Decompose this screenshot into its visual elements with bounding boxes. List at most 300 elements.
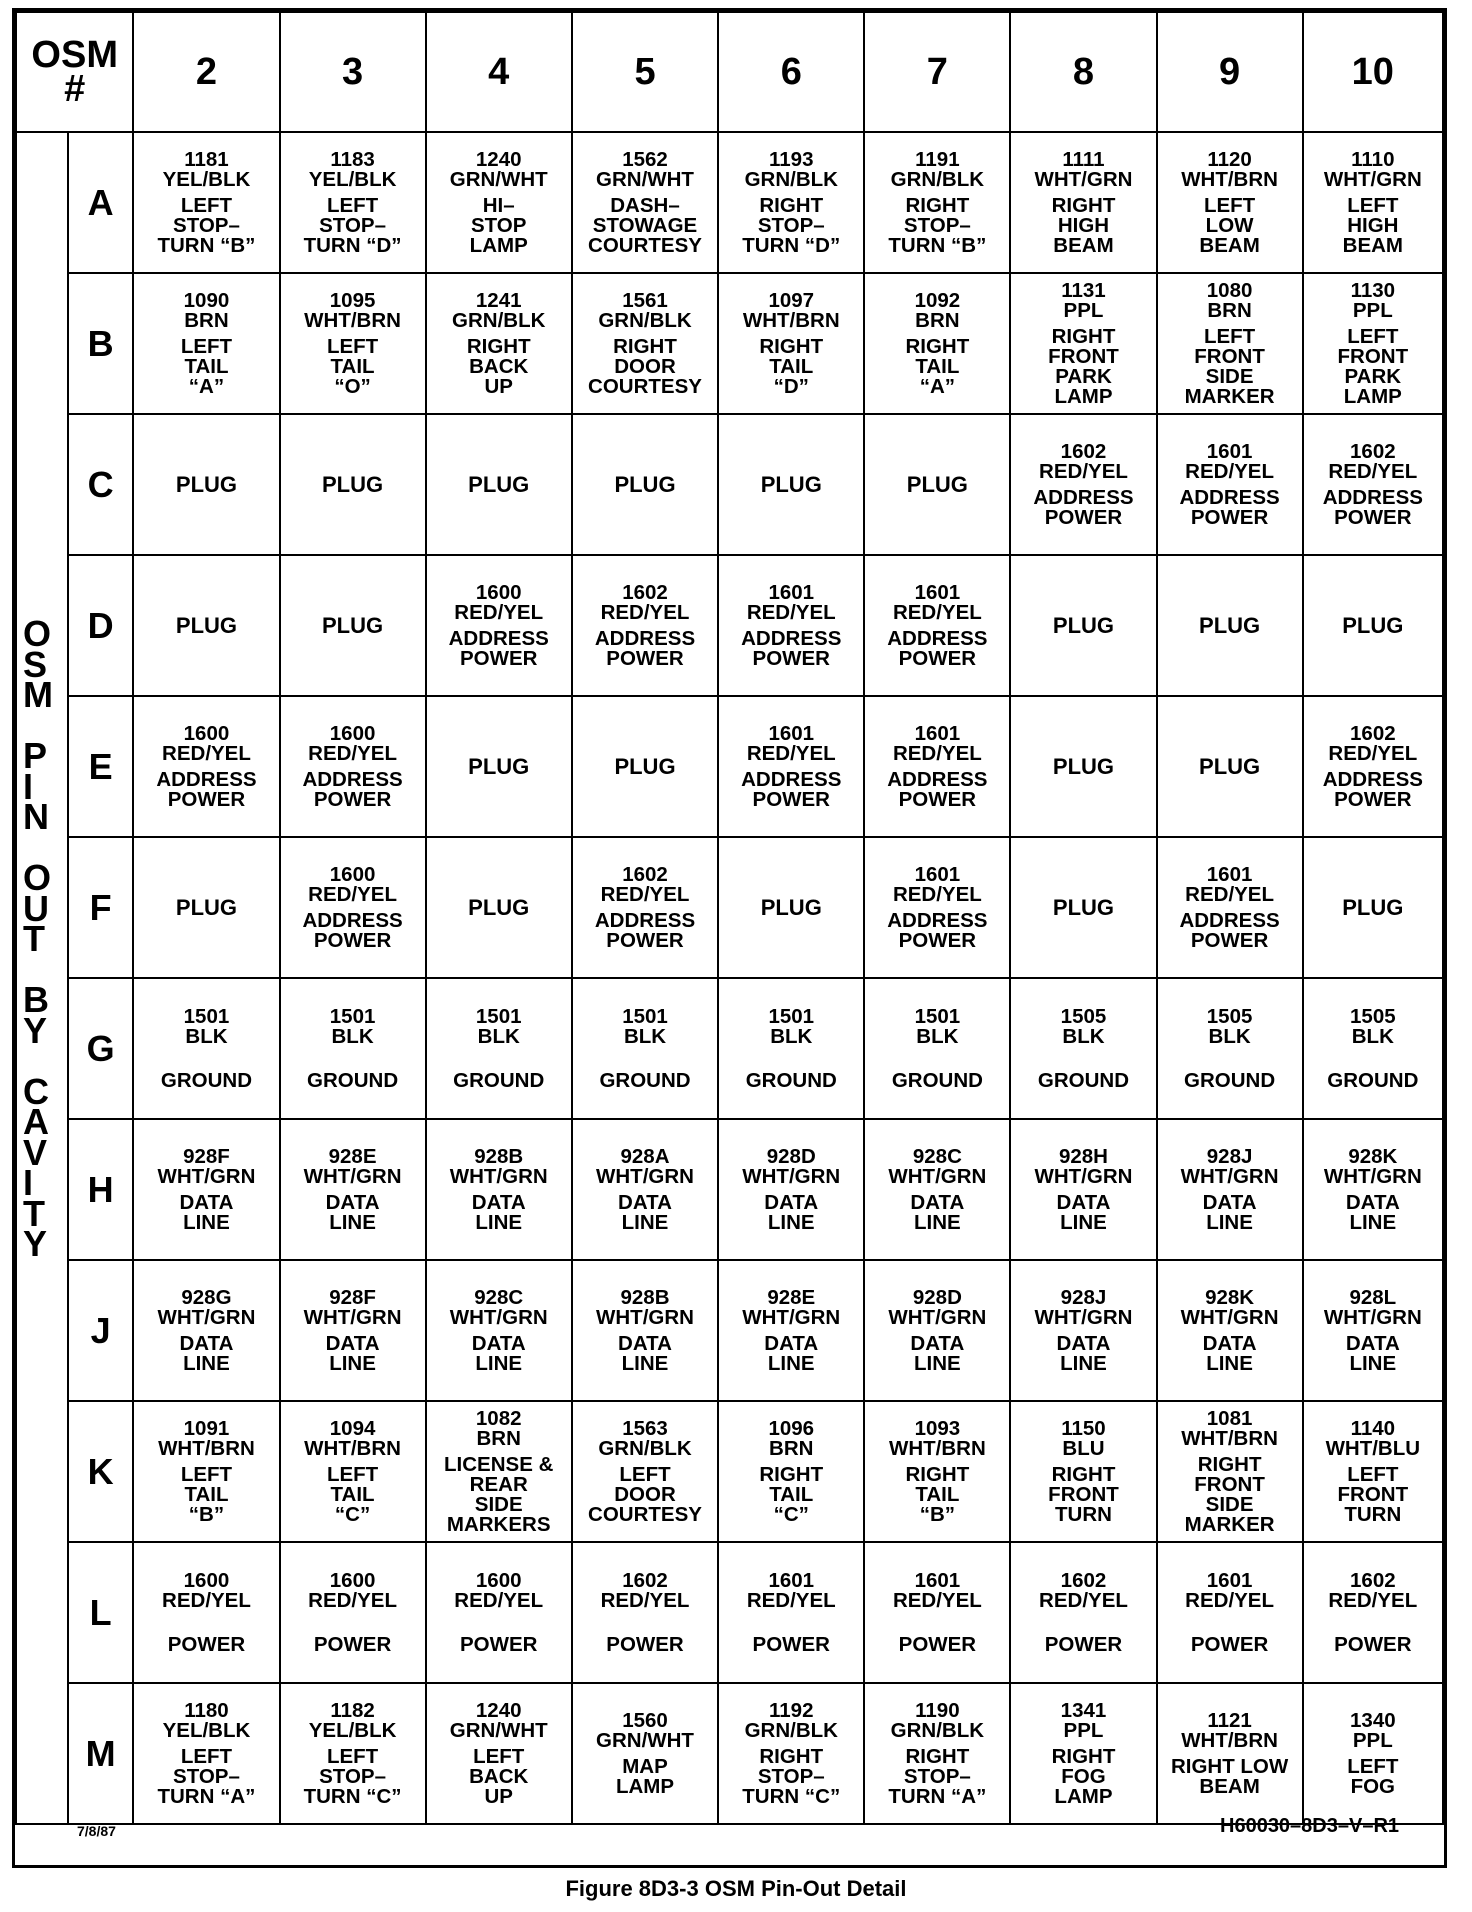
pin-cell — [1303, 837, 1443, 978]
wire-color: GRN/BLK — [598, 1436, 692, 1460]
pin-cell — [718, 1260, 864, 1401]
cavity-label: J — [68, 1260, 134, 1401]
circuit-number: 1601 — [768, 721, 815, 745]
circuit-description: DATA LINE — [179, 1331, 234, 1375]
wire-color: GRN/BLK — [598, 308, 692, 332]
pin-cell — [1157, 132, 1303, 273]
column-header: 5 — [572, 12, 718, 132]
osm-number-header — [16, 12, 133, 132]
pin-cell — [572, 1683, 718, 1824]
circuit-description: LEFT LOW BEAM — [1199, 193, 1260, 257]
cavity-label: D — [68, 555, 134, 696]
pin-cell — [864, 1401, 1010, 1542]
circuit-description: LEFT DOOR COURTESY — [588, 1462, 702, 1526]
circuit-number: 928B — [620, 1285, 670, 1309]
circuit-description: ADDRESS POWER — [887, 626, 988, 670]
cavity-row-c — [16, 414, 1443, 555]
circuit-number: 1082 — [475, 1406, 522, 1430]
pin-cell — [718, 273, 864, 414]
pin-cell — [718, 1683, 864, 1824]
wire-color: RED/YEL — [162, 741, 251, 765]
circuit-number: 928B — [474, 1144, 524, 1168]
circuit-description: POWER — [167, 1632, 246, 1656]
drawing-reference: H60030–8D3–V–R1 — [1220, 1815, 1400, 1837]
cavity-label: M — [68, 1683, 134, 1824]
wire-color: WHT/GRN — [157, 1305, 256, 1329]
plug-label: PLUG — [760, 471, 822, 497]
circuit-description: LEFT FRONT SIDE MARKER — [1184, 324, 1275, 408]
circuit-description: DATA LINE — [1202, 1331, 1257, 1375]
pin-cell — [1157, 273, 1303, 414]
circuit-description: LEFT BACK UP — [469, 1744, 529, 1808]
wire-color: YEL/BLK — [162, 167, 251, 191]
pin-cell — [426, 1542, 572, 1683]
circuit-number: 1600 — [329, 721, 376, 745]
wire-color: RED/YEL — [600, 1588, 690, 1612]
circuit-description: RIGHT TAIL “D” — [759, 334, 824, 398]
pin-cell — [133, 696, 279, 837]
plug-label: PLUG — [760, 894, 822, 920]
side-label-letter: C — [23, 1070, 49, 1112]
figure-caption: Figure 8D3-3 OSM Pin-Out Detail — [565, 1876, 907, 1901]
circuit-description: ADDRESS POWER — [1322, 767, 1423, 811]
wire-color: WHT/GRN — [1034, 1164, 1133, 1188]
circuit-description: ADDRESS POWER — [887, 908, 988, 952]
pin-cell — [1010, 1683, 1156, 1824]
pin-cell — [133, 1683, 279, 1824]
pinout-sheet — [12, 8, 1447, 1868]
wire-color: YEL/BLK — [162, 1718, 251, 1742]
circuit-description: GROUND — [160, 1068, 253, 1092]
pin-cell — [1157, 1542, 1303, 1683]
wire-color: RED/YEL — [892, 741, 982, 765]
wire-color: WHT/GRN — [596, 1164, 694, 1188]
pin-cell — [426, 978, 572, 1119]
circuit-description: RIGHT STOP– TURN “D” — [742, 193, 841, 257]
wire-color: PPL — [1063, 1718, 1104, 1742]
circuit-number: 1193 — [769, 147, 814, 171]
cavity-row-k — [16, 1401, 1443, 1542]
circuit-description: GROUND — [1327, 1068, 1419, 1092]
column-header: 4 — [426, 12, 572, 132]
wire-color: WHT/GRN — [888, 1164, 987, 1188]
wire-color: RED/YEL — [1328, 741, 1418, 765]
circuit-number: 1501 — [183, 1004, 230, 1028]
circuit-description: POWER — [459, 1632, 538, 1656]
wire-color: WHT/GRN — [449, 1164, 548, 1188]
plug-label: PLUG — [175, 894, 238, 920]
pin-cell — [1010, 1119, 1156, 1260]
circuit-number: 1240 — [475, 147, 522, 171]
pin-cell — [280, 837, 426, 978]
circuit-number: 1182 — [330, 1698, 375, 1722]
circuit-number: 1131 — [1061, 278, 1106, 302]
pin-cell — [1303, 273, 1443, 414]
circuit-number: 1121 — [1207, 1708, 1252, 1732]
pin-cell — [718, 555, 864, 696]
pin-cell — [1303, 132, 1443, 273]
wire-color: WHT/GRN — [449, 1305, 548, 1329]
wire-color: RED/YEL — [1039, 1588, 1128, 1612]
cavity-row-b — [16, 273, 1443, 414]
circuit-number: 928F — [329, 1285, 376, 1309]
pin-cell — [1303, 1260, 1443, 1401]
column-header: 2 — [133, 12, 279, 132]
pin-cell — [1303, 1683, 1443, 1824]
wire-color: WHT/GRN — [742, 1164, 841, 1188]
circuit-description: GROUND — [745, 1068, 837, 1092]
wire-color: WHT/GRN — [1034, 1305, 1133, 1329]
wire-color: WHT/BRN — [304, 1436, 401, 1460]
wire-color: RED/YEL — [1328, 459, 1418, 483]
circuit-number: 928F — [183, 1144, 230, 1168]
pin-cell — [1157, 1260, 1303, 1401]
circuit-number: 1192 — [769, 1698, 814, 1722]
side-label-letter: O — [23, 613, 52, 654]
cavity-label: H — [68, 1119, 134, 1260]
wire-color: WHT/GRN — [1180, 1164, 1279, 1188]
circuit-number: 1081 — [1206, 1406, 1253, 1430]
pin-cell — [1010, 273, 1156, 414]
pin-cell — [1157, 1119, 1303, 1260]
circuit-description: DASH– STOWAGE COURTESY — [588, 193, 702, 257]
cavity-row-m — [16, 1683, 1443, 1824]
wire-color: WHT/BRN — [304, 308, 401, 332]
pin-cell — [864, 837, 1010, 978]
circuit-number: 928L — [1349, 1285, 1397, 1309]
circuit-number: 928H — [1058, 1144, 1108, 1168]
circuit-number: 1181 — [184, 147, 229, 171]
circuit-number: 928A — [620, 1144, 670, 1168]
circuit-description: LEFT STOP– TURN “A” — [157, 1744, 256, 1808]
wire-color: WHT/GRN — [742, 1305, 841, 1329]
circuit-description: GROUND — [453, 1068, 545, 1092]
pin-cell — [864, 978, 1010, 1119]
circuit-description: ADDRESS POWER — [156, 767, 257, 811]
circuit-number: 1150 — [1061, 1416, 1106, 1440]
circuit-number: 1080 — [1206, 278, 1253, 302]
circuit-description: RIGHT STOP– TURN “A” — [888, 1744, 987, 1808]
pin-cell — [280, 1260, 426, 1401]
pin-cell — [718, 1119, 864, 1260]
circuit-number: 1561 — [622, 288, 668, 312]
circuit-number: 1097 — [768, 288, 815, 312]
circuit-description: HI– STOP LAMP — [469, 193, 528, 257]
wire-color: GRN/WHT — [596, 1728, 694, 1752]
wire-color: WHT/GRN — [157, 1164, 256, 1188]
plug-label: PLUG — [614, 471, 676, 497]
circuit-number: 928D — [912, 1285, 962, 1309]
osm-label: OSM — [31, 34, 118, 76]
pin-cell — [426, 837, 572, 978]
circuit-description: DATA LINE — [325, 1331, 380, 1375]
wire-color: RED/YEL — [308, 741, 397, 765]
circuit-description: LEFT TAIL “A” — [180, 334, 233, 398]
osm-pinout-table — [15, 11, 1444, 1825]
pin-cell — [572, 1401, 718, 1542]
wire-color: BLK — [623, 1024, 667, 1048]
circuit-description: DATA LINE — [1056, 1331, 1111, 1375]
pin-cell — [1010, 414, 1156, 555]
pin-cell — [864, 414, 1010, 555]
column-header: 7 — [864, 12, 1010, 132]
plug-label: PLUG — [468, 471, 530, 497]
circuit-description: GROUND — [1037, 1068, 1130, 1092]
wire-color: YEL/BLK — [308, 167, 397, 191]
pin-cell — [133, 978, 279, 1119]
pin-cell — [426, 696, 572, 837]
circuit-number: 1501 — [622, 1004, 668, 1028]
header-row — [16, 12, 1443, 132]
pin-cell — [1010, 696, 1156, 837]
pin-cell — [426, 1401, 572, 1542]
circuit-number: 1094 — [329, 1416, 376, 1440]
column-header: 3 — [280, 12, 426, 132]
pin-cell — [133, 555, 279, 696]
circuit-description: POWER — [1044, 1632, 1123, 1656]
wire-color: BLK — [916, 1024, 959, 1048]
wire-color: BRN — [1207, 298, 1252, 322]
circuit-number: 1601 — [1206, 1568, 1253, 1592]
circuit-number: 1090 — [183, 288, 230, 312]
pin-cell — [280, 1542, 426, 1683]
circuit-number: 1505 — [1060, 1004, 1107, 1028]
wire-color: BRN — [476, 1426, 521, 1450]
circuit-number: 1341 — [1060, 1698, 1107, 1722]
column-header: 9 — [1157, 12, 1303, 132]
circuit-number: 1602 — [1350, 1568, 1396, 1592]
plug-label: PLUG — [175, 471, 238, 497]
circuit-description: RIGHT FRONT PARK LAMP — [1048, 324, 1119, 408]
pin-cell — [280, 1401, 426, 1542]
pin-cell — [1010, 1542, 1156, 1683]
circuit-description: ADDRESS POWER — [594, 626, 696, 670]
circuit-number: 1240 — [475, 1698, 522, 1722]
circuit-number: 1600 — [329, 862, 376, 886]
wire-color: WHT/BRN — [742, 308, 840, 332]
plug-label: PLUG — [1342, 894, 1404, 920]
circuit-number: 1602 — [1060, 1568, 1107, 1592]
circuit-description: DATA LINE — [1345, 1331, 1400, 1375]
circuit-number: 928E — [767, 1285, 816, 1309]
circuit-description: GROUND — [307, 1068, 399, 1092]
pin-cell — [426, 555, 572, 696]
pin-cell — [572, 696, 718, 837]
pin-cell — [1157, 1401, 1303, 1542]
circuit-number: 1110 — [1351, 147, 1395, 171]
side-label-letter: M — [23, 674, 53, 715]
circuit-description: RIGHT LOW BEAM — [1170, 1754, 1289, 1798]
circuit-description: LICENSE & REAR SIDE MARKERS — [444, 1452, 554, 1536]
wire-color: BLK — [1208, 1024, 1251, 1048]
cavity-label: K — [68, 1401, 134, 1542]
pin-cell — [1010, 1260, 1156, 1401]
wire-color: WHT/BRN — [158, 1436, 255, 1460]
wire-color: BRN — [184, 308, 229, 332]
side-label-letter: O — [23, 857, 52, 898]
pin-cell — [572, 1542, 718, 1683]
circuit-number: 1241 — [475, 288, 522, 312]
wire-color: RED/YEL — [746, 741, 836, 765]
column-header: 8 — [1010, 12, 1156, 132]
wire-color: GRN/WHT — [596, 167, 694, 191]
circuit-description: DATA LINE — [471, 1190, 526, 1234]
wire-color: WHT/GRN — [303, 1164, 402, 1188]
wire-color: WHT/BRN — [1181, 167, 1278, 191]
pin-cell — [280, 1683, 426, 1824]
date-stamp: 7/8/87 — [77, 1823, 116, 1839]
circuit-number: 1602 — [1350, 721, 1396, 745]
pin-cell — [280, 1119, 426, 1260]
side-label-letter: T — [23, 918, 45, 959]
pin-cell — [280, 555, 426, 696]
osm-pin-out-by-cavity-label — [16, 132, 68, 1824]
wire-color: BLU — [1062, 1436, 1105, 1460]
circuit-number: 1600 — [329, 1568, 376, 1592]
circuit-number: 1092 — [914, 288, 961, 312]
circuit-description: RIGHT TAIL “C” — [759, 1462, 824, 1526]
wire-color: WHT/GRN — [1323, 1305, 1422, 1329]
circuit-description: ADDRESS POWER — [741, 767, 842, 811]
wire-color: PPL — [1063, 298, 1104, 322]
pin-cell — [718, 414, 864, 555]
pin-cell — [572, 837, 718, 978]
circuit-number: 1095 — [329, 288, 376, 312]
circuit-number: 1140 — [1350, 1416, 1396, 1440]
pin-cell — [864, 1542, 1010, 1683]
wire-color: RED/YEL — [600, 600, 690, 624]
pin-cell — [426, 414, 572, 555]
circuit-description: DATA LINE — [325, 1190, 380, 1234]
circuit-description: POWER — [1334, 1632, 1412, 1656]
circuit-description: LEFT FRONT PARK LAMP — [1337, 324, 1409, 408]
plug-label: PLUG — [1052, 894, 1115, 920]
plug-label: PLUG — [1052, 753, 1115, 779]
circuit-number: 1111 — [1062, 147, 1105, 171]
wire-color: PPL — [1352, 1728, 1393, 1752]
circuit-description: RIGHT DOOR COURTESY — [588, 334, 702, 398]
circuit-number: 1091 — [183, 1416, 230, 1440]
pin-cell — [864, 1260, 1010, 1401]
circuit-number: 1600 — [475, 580, 522, 604]
circuit-number: 1120 — [1207, 147, 1252, 171]
pin-cell — [718, 978, 864, 1119]
pin-cell — [1303, 414, 1443, 555]
wire-color: RED/YEL — [600, 882, 690, 906]
circuit-number: 1602 — [1060, 439, 1107, 463]
circuit-number: 1562 — [622, 147, 668, 171]
pin-cell — [1157, 696, 1303, 837]
pin-cell — [280, 414, 426, 555]
circuit-number: 1600 — [475, 1568, 522, 1592]
circuit-description: RIGHT HIGH BEAM — [1051, 193, 1116, 257]
wire-color: BRN — [769, 1436, 814, 1460]
cavity-row-g — [16, 978, 1443, 1119]
circuit-number: 1093 — [914, 1416, 961, 1440]
wire-color: RED/YEL — [892, 1588, 982, 1612]
wire-color: BLK — [1351, 1024, 1394, 1048]
wire-color: WHT/GRN — [303, 1305, 402, 1329]
pin-cell — [572, 414, 718, 555]
pin-cell — [280, 696, 426, 837]
pin-cell — [718, 132, 864, 273]
circuit-number: 1190 — [915, 1698, 960, 1722]
circuit-description: LEFT STOP– TURN “D” — [303, 193, 402, 257]
circuit-description: ADDRESS POWER — [1179, 485, 1280, 529]
pin-cell — [572, 132, 718, 273]
plug-label: PLUG — [1199, 612, 1261, 638]
pin-cell — [426, 1683, 572, 1824]
wire-color: BLK — [770, 1024, 813, 1048]
wire-color: RED/YEL — [892, 882, 982, 906]
pin-cell — [1010, 555, 1156, 696]
wire-color: WHT/BLU — [1325, 1436, 1421, 1460]
pin-cell — [426, 132, 572, 273]
plug-label: PLUG — [614, 753, 676, 779]
circuit-description: DATA LINE — [471, 1331, 526, 1375]
circuit-number: 1601 — [768, 1568, 815, 1592]
circuit-description: POWER — [313, 1632, 392, 1656]
circuit-description: DATA LINE — [1202, 1190, 1257, 1234]
circuit-description: LEFT TAIL “C” — [326, 1462, 379, 1526]
wire-color: RED/YEL — [1185, 459, 1275, 483]
side-label-letter: I — [23, 765, 34, 807]
circuit-number: 928G — [181, 1285, 232, 1309]
circuit-description: DATA LINE — [1345, 1190, 1400, 1234]
pin-cell — [133, 132, 279, 273]
wire-color: GRN/WHT — [449, 167, 548, 191]
pin-cell — [1010, 837, 1156, 978]
circuit-description: RIGHT STOP– TURN “C” — [742, 1744, 841, 1808]
circuit-number: 1601 — [768, 580, 815, 604]
circuit-number: 1601 — [914, 580, 961, 604]
wire-color: GRN/BLK — [744, 1718, 838, 1742]
circuit-number: 1602 — [622, 1568, 668, 1592]
circuit-description: DATA LINE — [910, 1190, 965, 1234]
side-label-letter: N — [23, 796, 49, 837]
circuit-description: DATA LINE — [1056, 1190, 1111, 1234]
circuit-number: 1560 — [622, 1708, 668, 1732]
pin-cell — [1303, 1542, 1443, 1683]
circuit-description: ADDRESS POWER — [302, 767, 403, 811]
pin-cell — [864, 1119, 1010, 1260]
cavity-row-h — [16, 1119, 1443, 1260]
wire-color: RED/YEL — [162, 1588, 251, 1612]
cavity-label: E — [68, 696, 134, 837]
circuit-number: 1601 — [914, 721, 961, 745]
pin-cell — [864, 696, 1010, 837]
circuit-number: 928J — [1060, 1285, 1107, 1309]
circuit-description: DATA LINE — [910, 1331, 965, 1375]
circuit-description: ADDRESS POWER — [448, 626, 549, 670]
circuit-number: 928K — [1348, 1144, 1398, 1168]
circuit-description: ADDRESS POWER — [1322, 485, 1423, 529]
plug-label: PLUG — [322, 471, 384, 497]
pin-cell — [1303, 696, 1443, 837]
plug-label: PLUG — [1199, 753, 1261, 779]
pin-cell — [1157, 978, 1303, 1119]
circuit-description: DATA LINE — [179, 1190, 234, 1234]
circuit-number: 1601 — [1206, 439, 1253, 463]
plug-label: PLUG — [468, 753, 530, 779]
side-label-letter: Y — [23, 1223, 48, 1264]
circuit-description: ADDRESS POWER — [887, 767, 988, 811]
circuit-description: DATA LINE — [618, 1190, 672, 1234]
circuit-number: 1602 — [622, 580, 668, 604]
circuit-description: POWER — [752, 1632, 830, 1656]
pin-cell — [426, 273, 572, 414]
wire-color: YEL/BLK — [308, 1718, 397, 1742]
